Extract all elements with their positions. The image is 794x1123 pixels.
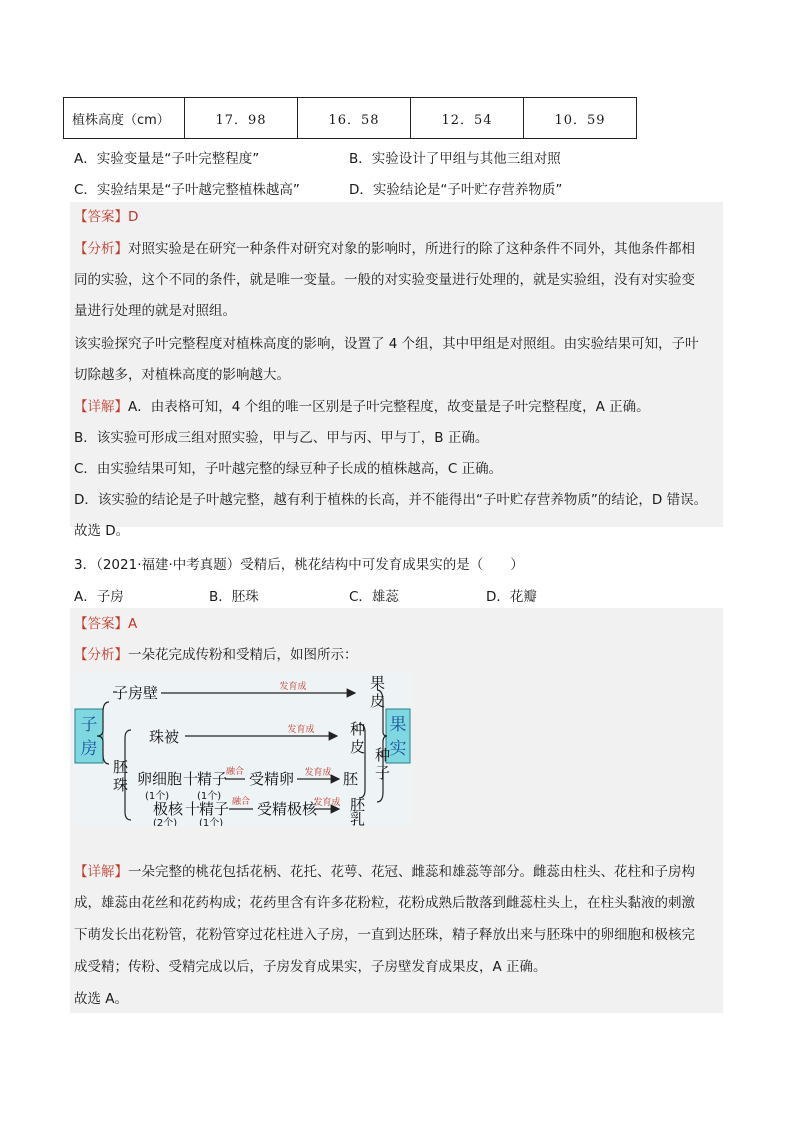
detail-q2-line-1: 【详解】A．由表格可知，4 个组的唯一区别是子叶完整程度，故变量是子叶完整程度，A 正确。	[74, 399, 650, 415]
table-row	[64, 98, 637, 139]
svg-text:(2个): (2个)	[153, 818, 178, 826]
diagram-svg	[73, 672, 411, 826]
detail-q3-line-3: 下萌发长出花粉管，花粉管穿过花柱进入子房，一直到达胚珠，精子释放出来与胚珠中的卵细胞和极核完	[74, 927, 695, 943]
fuse-label-1: 融合	[225, 767, 245, 777]
q3-option-a: A．子房	[74, 589, 124, 605]
develops-label-1: 发育成	[279, 682, 307, 692]
analysis-q2-line-3: 量进行处理的就是对照组。	[74, 303, 236, 319]
analysis-q3: 【分析】一朵花完成传粉和受精后，如图所示：	[74, 647, 358, 663]
analysis-q2-line-4: 该实验探究子叶完整程度对植株高度的影响，设置了 4 个组，其中甲组是对照组。由实验结果可知，子叶	[74, 336, 699, 352]
egg-label: 卵细胞	[137, 770, 183, 788]
sperm-2-label: 精子	[199, 800, 230, 818]
answer-value: D	[128, 209, 139, 225]
svg-text:发育成: 发育成	[313, 798, 341, 808]
data-table	[63, 97, 637, 139]
ovary-wall-label: 子房壁	[113, 684, 159, 702]
sperm-1-label: 精子	[197, 770, 228, 788]
table-cell: 17．98	[185, 98, 298, 139]
option-a: A．实验变量是“子叶完整程度”	[74, 151, 260, 167]
q3-option-c: C．雄蕊	[349, 589, 399, 605]
detail-q3-line-4: 成受精；传粉、受精完成以后，子房发育成果实，子房壁发育成果皮，A 正确。	[74, 959, 547, 975]
svg-text:发育成: 发育成	[304, 768, 332, 778]
option-b: B．实验设计了甲组与其他三组对照	[349, 151, 561, 167]
develops-label-2: 发育成	[287, 725, 315, 735]
detail-tag: 【详解】	[74, 399, 128, 415]
answer-tag: 【答案】	[74, 209, 128, 225]
option-d: D．实验结论是“子叶贮存营养物质”	[349, 182, 563, 198]
ovule-label: 胚珠	[113, 758, 129, 794]
integument-label: 珠被	[149, 728, 180, 746]
seed-coat-label: 种皮	[350, 720, 366, 756]
q3-option-d: D．花瓣	[486, 589, 537, 605]
analysis-tag: 【分析】	[74, 241, 128, 257]
svg-text:(1个): (1个)	[199, 818, 224, 826]
detail-q3-line-2: 成，雄蕊由花丝和花药构成；花药里含有许多花粉粒，花粉成熟后散落到雌蕊柱头上，在柱头黏液的刺激	[74, 895, 695, 911]
analysis-q2-line-2: 同的实验，这个不同的条件，就是唯一变量。一般的对实验变量进行处理的，就是实验组，没有对实验变	[74, 272, 695, 288]
q3-option-b: B．胚珠	[209, 589, 259, 605]
polar-label: 极核	[153, 800, 184, 818]
table-cell: 12．54	[411, 98, 524, 139]
detail-q2-line-4: D．该实验的结论是子叶越完整，越有利于植株的长高，并不能得出“子叶贮存营养物质”的结论，D 错误。	[74, 492, 708, 508]
table-row-label: 植株高度（cm）	[64, 98, 185, 139]
ovary-label-1: 子房	[80, 715, 98, 759]
endosperm-label: 胚乳	[350, 796, 366, 826]
embryo-label: 胚	[343, 770, 359, 788]
svg-text:(1个): (1个)	[145, 791, 170, 802]
table-cell: 10．59	[524, 98, 637, 139]
fertilized-polar-label: 受精极核	[257, 800, 318, 818]
analysis-q2-line-5: 切除越多，对植株高度的影响越大。	[74, 367, 290, 383]
answer-q2	[74, 207, 138, 227]
fuse-label-2: 融合	[231, 797, 251, 807]
option-c: C．实验结果是“子叶越完整植株越高”	[74, 182, 300, 198]
detail-q3-line-1: 【详解】一朵完整的桃花包括花柄、花托、花萼、花冠、雌蕊和雄蕊等部分。雌蕊由柱头、花柱和子房构	[74, 864, 695, 880]
seed-label: 种子	[375, 746, 391, 782]
flower-development-diagram	[73, 672, 411, 826]
svg-text:(1个): (1个)	[197, 791, 222, 802]
detail-q2-line-5: 故选 D。	[74, 523, 130, 539]
fruit-label: 果实	[389, 715, 407, 759]
fertilized-egg-label: 受精卵	[249, 770, 295, 788]
detail-q2-line-2: B．该实验可形成三组对照实验，甲与乙、甲与丙、甲与丁，B 正确。	[74, 430, 489, 446]
svg-text:十: 十	[185, 800, 201, 818]
detail-q2-line-3: C．由实验结果可知，子叶越完整的绿豆种子长成的植株越高，C 正确。	[74, 461, 503, 477]
table-cell: 16．58	[298, 98, 411, 139]
svg-text:十: 十	[183, 770, 199, 788]
question-3-stem: 3．（2021·福建·中考真题）受精后，桃花结构中可发育成果实的是（ ）	[74, 557, 524, 573]
analysis-q2-line-1: 【分析】对照实验是在研究一种条件对研究对象的影响时，所进行的除了这种条件不同外，其他条件都相	[74, 241, 695, 257]
pericarp-label: 果皮	[370, 674, 386, 710]
answer-q3: 【答案】A	[74, 616, 138, 632]
detail-q3-line-5: 故选 A。	[74, 991, 129, 1007]
